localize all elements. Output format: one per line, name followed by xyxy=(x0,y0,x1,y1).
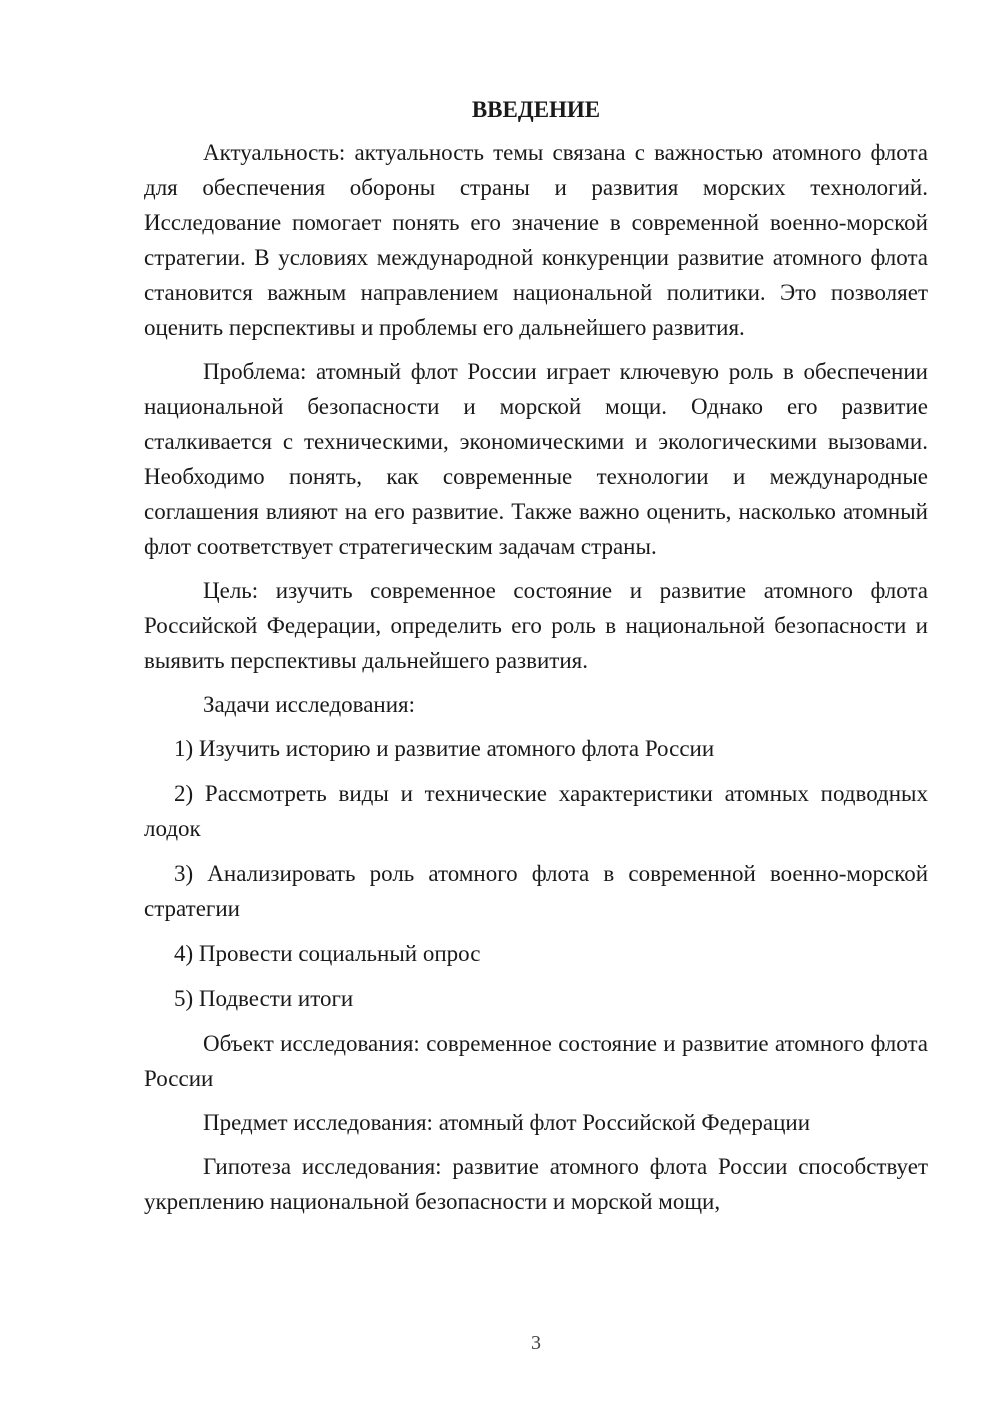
page-content xyxy=(144,92,928,1228)
task-item-3: 3) Анализировать роль атомного флота в современной военно-морской стратегии xyxy=(144,861,928,921)
task-item-1: 1) Изучить историю и развитие атомного флота России xyxy=(174,736,715,761)
section-title: ВВЕДЕНИЕ xyxy=(471,97,601,122)
relevance-paragraph: Актуальность: актуальность темы связана с важностью атомного флота для обеспечения обороны страны и развития морских технологий. Исследование помогает понять его значение в современной военно-морской стратегии. В условиях международной конкуренции развитие атомного флота становится важным направлением национальной политики. Это позволяет оценить перспективы и проблемы его дальнейшего развития. xyxy=(144,140,928,340)
problem-paragraph: Проблема: атомный флот России играет ключевую роль в обеспечении национальной безопасности и морской мощи. Однако его развитие сталкивается с техническими, экономическими и экологическими вызовами. Необходимо понять, как современные технологии и международные соглашения влияют на его развитие. Также важно оценить, насколько атомный флот соответствует стратегическим задачам страны. xyxy=(144,359,928,559)
tasks-heading: Задачи исследования: xyxy=(203,692,416,717)
task-item-2: 2) Рассмотреть виды и технические характеристики атомных подводных лодок xyxy=(144,781,928,841)
task-item-4: 4) Провести социальный опрос xyxy=(174,941,481,966)
goal-paragraph: Цель: изучить современное состояние и развитие атомного флота Российской Федерации, определить его роль в национальной безопасности и выявить перспективы дальнейшего развития. xyxy=(144,578,928,673)
subject-paragraph: Предмет исследования: атомный флот Российской Федерации xyxy=(203,1110,811,1135)
hypothesis-paragraph: Гипотеза исследования: развитие атомного флота России способствует укреплению национальной безопасности и морской мощи, xyxy=(144,1154,928,1214)
task-item-5: 5) Подвести итоги xyxy=(174,986,354,1011)
object-paragraph: Объект исследования: современное состояние и развитие атомного флота России xyxy=(144,1031,928,1091)
page-number: 3 xyxy=(531,1332,541,1354)
